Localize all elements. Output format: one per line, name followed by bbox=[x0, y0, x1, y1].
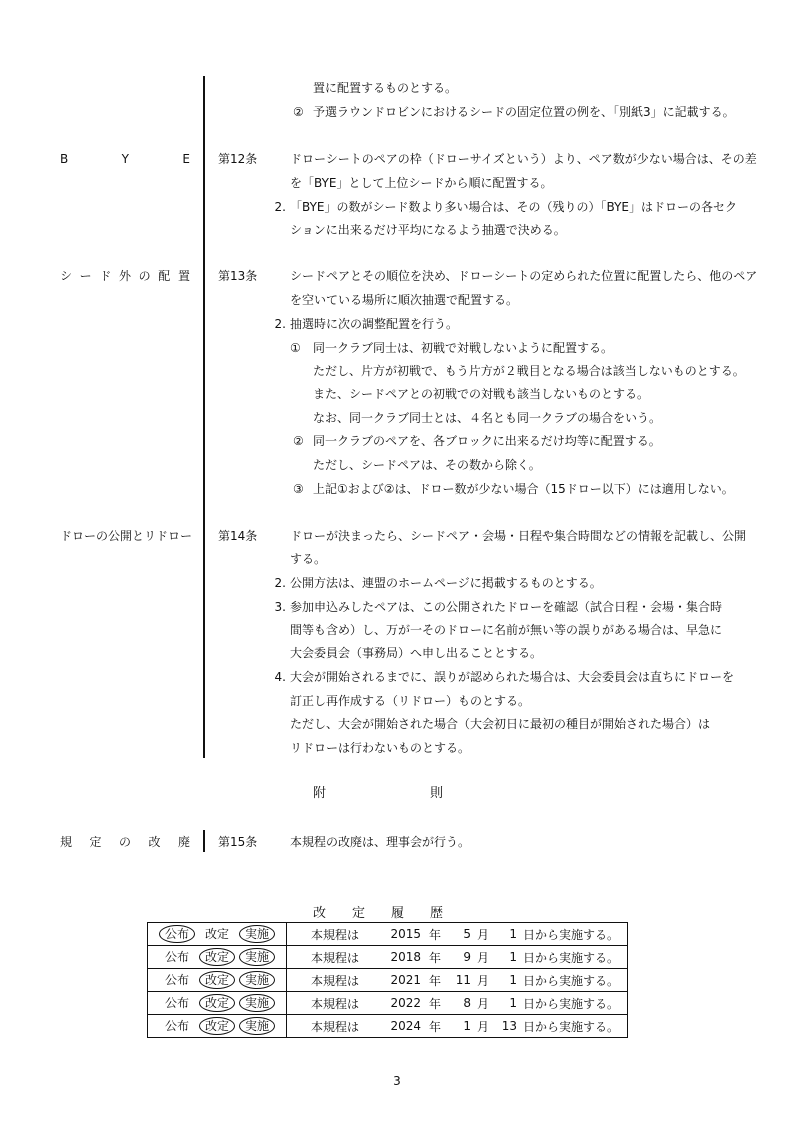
item-mark: ① bbox=[290, 341, 301, 355]
history-title bbox=[313, 902, 443, 921]
history-year: 2024 bbox=[390, 1019, 421, 1033]
history-gatsu: 月 bbox=[476, 950, 489, 965]
history-table bbox=[147, 922, 628, 1038]
history-lead: 本規程は bbox=[311, 950, 360, 965]
label-char: 外 bbox=[118, 269, 131, 283]
history-day: 1 bbox=[509, 973, 517, 987]
article-number: 第15条 bbox=[218, 835, 258, 849]
item-mark: ② bbox=[293, 434, 304, 448]
paragraph-line: を空いている場所に順次抽選で配置する。 bbox=[290, 293, 519, 307]
label-char: 置 bbox=[177, 269, 190, 283]
history-nen: 年 bbox=[428, 927, 441, 942]
supplementary-heading bbox=[313, 786, 443, 802]
section-label-abolition bbox=[60, 834, 190, 850]
history-year: 2018 bbox=[390, 950, 421, 964]
label-char: E bbox=[182, 152, 190, 166]
item-line: 同一クラブ同士は、初戦で対戦しないように配置する。 bbox=[313, 341, 614, 355]
paragraph-line: ドローシートのペアの枠（ドローサイズという）より、ペア数が少ない場合は、その差 bbox=[290, 152, 757, 166]
history-lead: 本規程は bbox=[311, 927, 360, 942]
title-char: 定 bbox=[351, 906, 365, 921]
continued-item-text: 予選ラウンドロビンにおけるシードの固定位置の例を、「別紙3」に記載する。 bbox=[313, 105, 735, 119]
paragraph-line: 公開方法は、連盟のホームページに掲載するものとする。 bbox=[290, 576, 602, 590]
paragraph-line: 大会委員会（事務局）へ申し出ることとする。 bbox=[290, 646, 543, 660]
history-nen: 年 bbox=[428, 1019, 441, 1034]
history-option: 改定 bbox=[199, 971, 235, 989]
paragraph-line: 本規程の改廃は、理事会が行う。 bbox=[290, 835, 471, 849]
history-day: 1 bbox=[509, 950, 517, 964]
history-text-cell bbox=[287, 992, 628, 1015]
history-month: 1 bbox=[463, 1019, 471, 1033]
item-line: 同一クラブのペアを、各ブロックに出来るだけ均等に配置する。 bbox=[313, 434, 661, 448]
history-option: 改定 bbox=[199, 994, 235, 1012]
paragraph-line: リドローは行わないものとする。 bbox=[290, 741, 471, 755]
history-options-cell bbox=[148, 946, 287, 969]
article-number: 第14条 bbox=[218, 529, 258, 543]
page-number: 3 bbox=[393, 1074, 401, 1088]
history-text-cell bbox=[287, 946, 628, 969]
history-option: 公布 bbox=[164, 1019, 189, 1033]
history-lead: 本規程は bbox=[311, 996, 360, 1011]
history-year: 2021 bbox=[390, 973, 421, 987]
history-gatsu: 月 bbox=[476, 973, 489, 988]
history-month: 5 bbox=[463, 927, 471, 941]
history-tail: 日から実施する。 bbox=[523, 973, 620, 988]
history-day: 1 bbox=[509, 996, 517, 1010]
label-char: 廃 bbox=[177, 835, 190, 849]
history-day: 1 bbox=[509, 927, 517, 941]
title-char: 改 bbox=[313, 906, 327, 921]
history-tail: 日から実施する。 bbox=[523, 1019, 620, 1034]
paragraph-line: 抽選時に次の調整配置を行う。 bbox=[290, 317, 459, 331]
history-option: 公布 bbox=[159, 925, 195, 943]
history-option: 公布 bbox=[164, 973, 189, 987]
article-number: 第13条 bbox=[218, 269, 258, 283]
item-line: なお、同一クラブ同士とは、４名とも同一クラブの場合をいう。 bbox=[313, 411, 662, 425]
item-line: ただし、片方が初戦で、もう片方が２戦目となる場合は該当しないものとする。 bbox=[313, 364, 745, 378]
paragraph-line: ドローが決まったら、シードペア・会場・日程や集合時間などの情報を記載し、公開 bbox=[290, 529, 747, 543]
history-option: 実施 bbox=[239, 971, 275, 989]
history-month: 11 bbox=[455, 973, 471, 987]
label-char: の bbox=[118, 835, 131, 849]
history-gatsu: 月 bbox=[476, 927, 489, 942]
margin-rule-abolition bbox=[203, 830, 205, 852]
history-gatsu: 月 bbox=[476, 996, 489, 1011]
paragraph-number: 4. bbox=[274, 670, 286, 684]
paragraph-number: 3. bbox=[274, 600, 286, 614]
label-char: 定 bbox=[89, 835, 102, 849]
paragraph-number: 2. bbox=[274, 576, 286, 590]
title-char: 歴 bbox=[429, 906, 443, 921]
paragraph-number: 2. bbox=[274, 317, 286, 331]
item-mark: ② bbox=[293, 105, 304, 119]
history-text-cell bbox=[287, 1015, 628, 1038]
history-option: 改定 bbox=[204, 927, 229, 941]
section-label-bye bbox=[60, 151, 190, 167]
history-options-cell bbox=[148, 992, 287, 1015]
paragraph-line: 「BYE」の数がシード数より多い場合は、その（残りの）「BYE」はドローの各セク bbox=[290, 200, 737, 214]
history-nen: 年 bbox=[428, 996, 441, 1011]
label-char: シ bbox=[60, 269, 73, 283]
history-text-cell bbox=[287, 923, 628, 946]
history-options-cell bbox=[148, 969, 287, 992]
history-row bbox=[148, 969, 628, 992]
history-month: 8 bbox=[463, 996, 471, 1010]
label-char: 改 bbox=[148, 835, 161, 849]
history-tail: 日から実施する。 bbox=[523, 950, 620, 965]
history-nen: 年 bbox=[428, 950, 441, 965]
label-char: 配 bbox=[158, 269, 171, 283]
section-label-seed-out bbox=[60, 268, 190, 284]
paragraph-line: を「BYE」として上位シードから順に配置する。 bbox=[290, 176, 553, 190]
paragraph-line: する。 bbox=[290, 552, 327, 566]
history-year: 2022 bbox=[390, 996, 421, 1010]
history-gatsu: 月 bbox=[476, 1019, 489, 1034]
title-char: 履 bbox=[390, 906, 404, 921]
paragraph-number: 2. bbox=[274, 200, 286, 214]
history-options-cell bbox=[148, 1015, 287, 1038]
paragraph-line: ただし、大会が開始された場合（大会初日に最初の種目が開始された場合）は bbox=[290, 717, 711, 731]
item-line: ただし、シードペアは、その数から除く。 bbox=[313, 458, 541, 472]
history-year: 2015 bbox=[390, 927, 421, 941]
paragraph-line: 大会が開始されるまでに、誤りが認められた場合は、大会委員会は直ちにドローを bbox=[290, 670, 735, 684]
history-nen: 年 bbox=[428, 973, 441, 988]
history-day: 13 bbox=[501, 1019, 517, 1033]
item-line: また、シードペアとの初戦での対戦も該当しないものとする。 bbox=[313, 387, 650, 401]
history-tail: 日から実施する。 bbox=[523, 996, 620, 1011]
history-row bbox=[148, 1015, 628, 1038]
history-option: 実施 bbox=[239, 994, 275, 1012]
history-row bbox=[148, 992, 628, 1015]
history-option: 改定 bbox=[199, 1017, 235, 1035]
heading-char: 則 bbox=[429, 786, 443, 801]
label-char: の bbox=[138, 269, 151, 283]
label-char: B bbox=[60, 152, 69, 166]
paragraph-line: 参加申込みしたペアは、この公開されたドローを確認（試合日程・会場・集合時 bbox=[290, 600, 723, 614]
label-char: Y bbox=[121, 152, 129, 166]
section-label-publish: ドローの公開とリドロー bbox=[60, 529, 193, 543]
history-option: 実施 bbox=[239, 948, 275, 966]
article-number: 第12条 bbox=[218, 152, 258, 166]
history-option: 改定 bbox=[199, 948, 235, 966]
paragraph-line: ションに出来るだけ平均になるよう抽選で決める。 bbox=[290, 223, 566, 237]
history-option: 実施 bbox=[239, 1017, 275, 1035]
label-char: ー bbox=[79, 269, 92, 283]
history-lead: 本規程は bbox=[311, 973, 360, 988]
history-text-cell bbox=[287, 969, 628, 992]
margin-rule-main bbox=[203, 76, 205, 758]
history-tail: 日から実施する。 bbox=[523, 927, 620, 942]
item-mark: ③ bbox=[293, 482, 304, 496]
paragraph-line: シードペアとその順位を決め、ドローシートの定められた位置に配置したら、他のペア bbox=[290, 269, 758, 283]
label-char: ド bbox=[99, 269, 112, 283]
history-options-cell bbox=[148, 923, 287, 946]
history-lead: 本規程は bbox=[311, 1019, 360, 1034]
heading-char: 附 bbox=[313, 786, 327, 801]
history-option: 公布 bbox=[164, 950, 189, 964]
history-option: 公布 bbox=[164, 996, 189, 1010]
history-row bbox=[148, 923, 628, 946]
paragraph-line: 間等も含め）し、万が一そのドローに名前が無い等の誤りがある場合は、早急に bbox=[290, 623, 723, 637]
history-option: 実施 bbox=[239, 925, 275, 943]
history-row bbox=[148, 946, 628, 969]
history-month: 9 bbox=[463, 950, 471, 964]
paragraph-line: 訂正し再作成する（リドロー）ものとする。 bbox=[290, 694, 531, 708]
label-char: 規 bbox=[60, 835, 73, 849]
continued-line: 置に配置するものとする。 bbox=[313, 81, 458, 95]
item-line: 上記①および②は、ドロー数が少ない場合（15ドロー以下）には適用しない。 bbox=[313, 482, 734, 496]
